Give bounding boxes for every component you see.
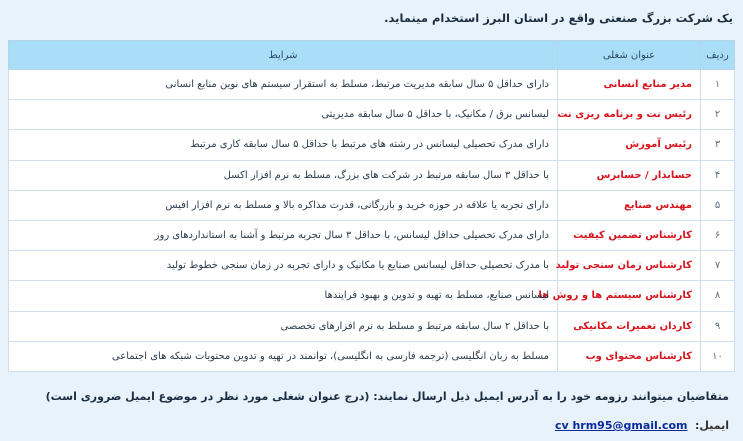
row-num: ۹ (701, 311, 735, 341)
row-num: ۶ (701, 220, 735, 250)
row-num: ۳ (701, 130, 735, 160)
row-num: ۷ (701, 251, 735, 281)
table-row (9, 160, 735, 190)
header-num: ردیف (701, 41, 735, 70)
row-conditions: مسلط به زبان انگلیسی (ترجمه فارسی به انگلیسی)، توانمند در تهیه و تدوین محتویات شبکه های اجتماعی (9, 341, 558, 371)
row-conditions: دارای مدرک تحصیلی لیسانس در رشته های مرتبط با حداقل ۵ سال سابقه کاری مرتبط (9, 130, 558, 160)
row-job-title: حسابدار / حسابرس (558, 160, 701, 190)
row-conditions: دارای تجربه یا علاقه در حوزه خرید و بازرگانی، قدرت مذاکره بالا و مسلط به نرم افزار افیس (9, 190, 558, 220)
intro-heading: یک شرکت بزرگ صنعتی واقع در استان البرز استخدام مینماید. (384, 11, 733, 25)
email-link[interactable]: cv hrm95@gmail.com (554, 419, 688, 432)
row-num: ۴ (701, 160, 735, 190)
row-job-title: کارشناس محتوای وب (558, 341, 701, 371)
table-row (9, 100, 735, 130)
row-job-title: کاردان تعمیرات مکانیکی (558, 311, 701, 341)
table-row (9, 130, 735, 160)
table-row (9, 220, 735, 250)
row-job-title: مدیر منابع انسانی (558, 70, 701, 100)
table-row (9, 251, 735, 281)
row-conditions: لیسانس صنایع، مسلط به تهیه و تدوین و بهبود فرایندها (9, 281, 558, 311)
row-conditions: لیسانس برق / مکانیک، با حداقل ۵ سال سابقه مدیریتی (9, 100, 558, 130)
row-num: ۵ (701, 190, 735, 220)
row-num: ۱۰ (701, 341, 735, 371)
application-instructions: متقاضیان میتوانند رزومه خود را به آدرس ایمیل ذیل ارسال نمایند: (درج عنوان شغلی مورد نظر در موضوع ایمیل ضروری است) (45, 390, 729, 403)
row-num: ۲ (701, 100, 735, 130)
row-num: ۸ (701, 281, 735, 311)
row-conditions: با حداقل ۲ سال سابقه مرتبط و مسلط به نرم افزارهای تخصصی (9, 311, 558, 341)
table-row (9, 281, 735, 311)
table-header-row (9, 41, 735, 70)
email-label: ایمیل: (695, 419, 729, 432)
header-title: عنوان شغلی (558, 41, 701, 70)
row-job-title: مهندس صنایع (558, 190, 701, 220)
jobs-table (8, 40, 735, 372)
table-row (9, 190, 735, 220)
row-job-title: رئیس آموزش (558, 130, 701, 160)
row-job-title: رئیس نت و برنامه ریزی نت (558, 100, 701, 130)
row-conditions: دارای مدرک تحصیلی حداقل لیسانس، با حداقل ۳ سال تجربه مرتبط و آشنا به استانداردهای روز (9, 220, 558, 250)
row-job-title: کارشناس تضمین کیفیت (558, 220, 701, 250)
table-row (9, 311, 735, 341)
row-conditions: با حداقل ۳ سال سابقه مرتبط در شرکت های بزرگ، مسلط به نرم افزار اکسل (9, 160, 558, 190)
table-row (9, 70, 735, 100)
header-conditions: شرایط (9, 41, 558, 70)
row-conditions: دارای حداقل ۵ سال سابقه مدیریت مرتبط، مسلط به استقرار سیستم های نوین منابع انسانی (9, 70, 558, 100)
table-row (9, 341, 735, 371)
row-job-title: کارشناس زمان سنجی تولید (558, 251, 701, 281)
row-conditions: با مدرک تحصیلی حداقل لیسانس صنایع یا مکانیک و دارای تجربه در زمان سنجی خطوط تولید (9, 251, 558, 281)
email-row (555, 419, 729, 432)
row-job-title: کارشناس سیستم ها و روش ها (558, 281, 701, 311)
row-num: ۱ (701, 70, 735, 100)
